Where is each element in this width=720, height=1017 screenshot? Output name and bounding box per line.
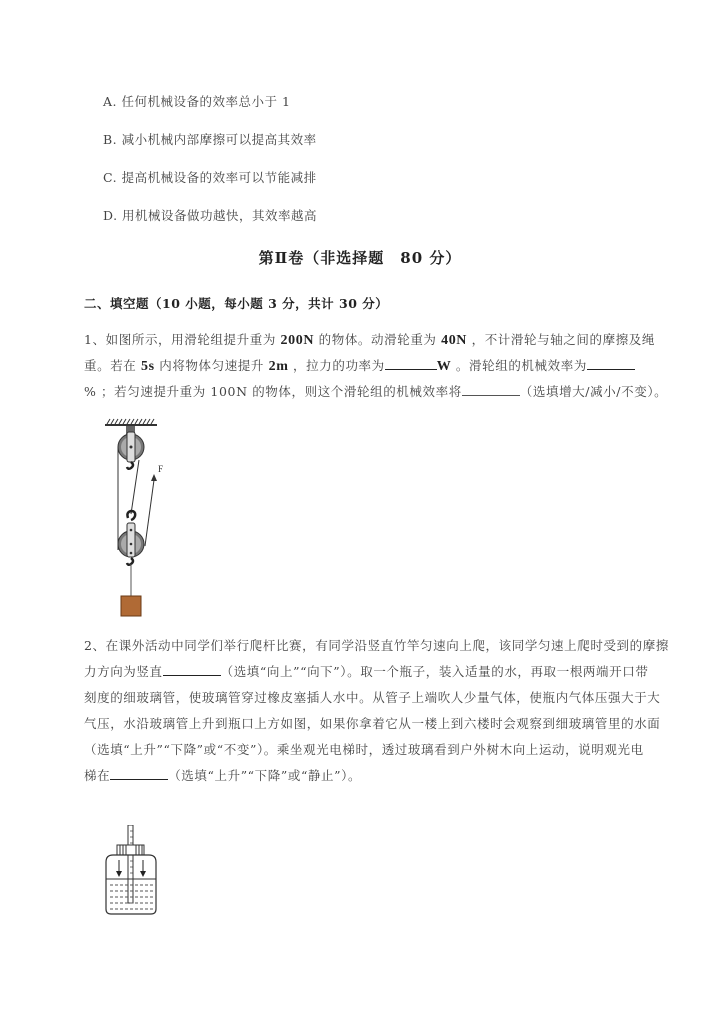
q2-line-4: 气压，水沿玻璃管上升到瓶口上方如图，如果你拿着它从一楼上到六楼时会观察到细玻璃管里的水面 — [84, 716, 661, 731]
question-1 — [84, 327, 668, 405]
q1-line-3: % ；若匀速提升重为 100N 的物体，则这个滑轮组的机械效率将 （选填增大/减小/不变）。 — [84, 379, 644, 405]
answer-blank-power[interactable] — [385, 355, 437, 370]
weight-value: 200N — [280, 333, 315, 348]
time-value: 5s — [140, 359, 155, 374]
option-text: 用机械设备做功越快，其效率越高 — [122, 208, 318, 223]
option-text: 任何机械设备的效率总小于 1 — [121, 94, 291, 109]
option-letter: C. — [103, 170, 118, 185]
answer-blank-elevator-motion[interactable] — [110, 765, 168, 780]
question-2 — [84, 633, 669, 789]
height-value: 2m — [268, 359, 289, 374]
answer-blank-friction-direction[interactable] — [163, 661, 221, 676]
q1-line-2: 重。若在 5s 内将物体匀速提升 2m ，拉力的功率为 W 。滑轮组的机械效率为 — [84, 353, 644, 379]
option-a — [103, 92, 290, 110]
q2-line-3: 刻度的细玻璃管，使玻璃管穿过橡皮塞插人水中。从管子上端吹人少量气体，使瓶内气体压强大于大 — [84, 690, 661, 705]
option-letter: D. — [103, 208, 118, 223]
option-d — [103, 206, 317, 224]
force-label: F — [158, 464, 164, 474]
pulley-system-figure — [95, 418, 205, 618]
option-b — [103, 130, 317, 148]
fixed-pulley-icon — [118, 426, 144, 469]
option-text: 减小机械内部摩擦可以提高其效率 — [121, 132, 317, 147]
q2-line-5: （选填“上升”“下降”或“不变”）。乘坐观光电梯时，透过玻璃看到户外树木向上运动，说明观光电 — [84, 742, 644, 757]
rubber-stopper-icon — [117, 845, 144, 855]
bottle-figure — [105, 825, 165, 917]
option-c — [103, 168, 317, 186]
q2-line-2: 力方向为竖直 （选填“向上”“向下”）。取一个瓶子，装入适量的水，再取一根两端开口带 — [84, 659, 644, 685]
ceiling-icon — [105, 419, 157, 426]
option-letter: A. — [103, 94, 118, 109]
q1-line-1: 1、如图所示，用滑轮组提升重为 200N 的物体。动滑轮重为 40N ，不计滑轮与轴之间的摩擦及绳 — [84, 332, 656, 348]
weight-block-icon — [121, 596, 141, 616]
movable-pulley-icon — [118, 511, 144, 565]
section-title: 第Ⅱ卷（非选择题 80 分） — [258, 249, 462, 267]
arrow-icon — [151, 474, 157, 481]
option-letter: B. — [103, 132, 118, 147]
part-heading: 二、填空题（10 小题，每小题 3 分，共计 30 分） — [84, 296, 389, 311]
unit-watt: W — [436, 359, 452, 374]
q2-line-6: 梯在 （选填“上升”“下降”或“静止”）。 — [84, 763, 644, 789]
answer-blank-efficiency-change[interactable] — [462, 381, 520, 396]
option-text: 提高机械设备的效率可以节能减排 — [121, 170, 317, 185]
q2-line-1: 2、在课外活动中同学们举行爬杆比赛，有同学沿竖直竹竿匀速向上爬，该同学匀速上爬时受到的摩擦 — [84, 638, 669, 653]
answer-blank-efficiency[interactable] — [587, 355, 635, 370]
pulley-weight-value: 40N — [441, 333, 468, 348]
